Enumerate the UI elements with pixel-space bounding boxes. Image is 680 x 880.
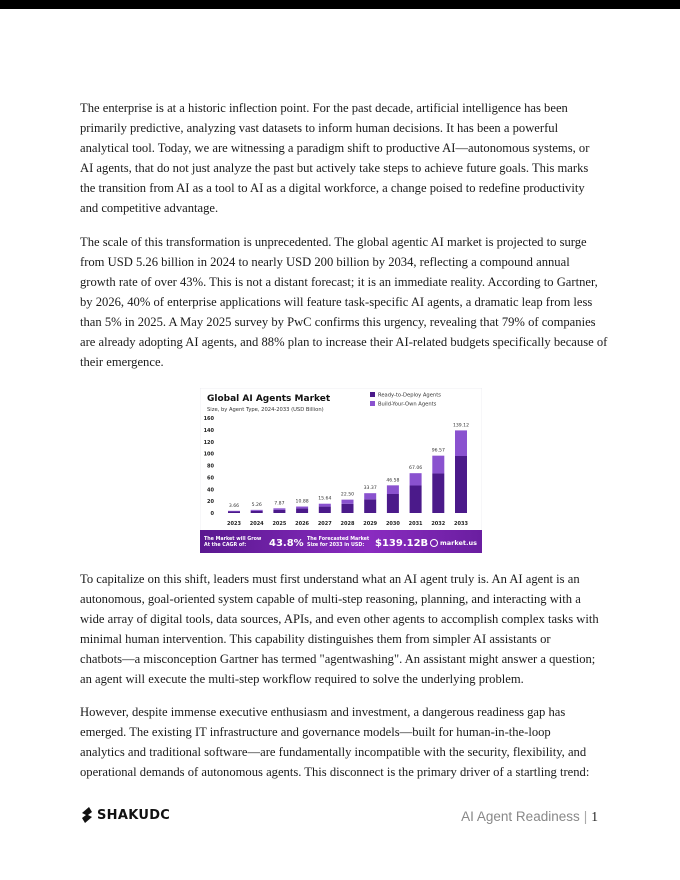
y-tick-label: 0 (210, 511, 214, 517)
paragraph-line: their emergence. (80, 355, 164, 369)
bar-segment (342, 500, 354, 504)
banner-brand: market.us (440, 539, 477, 547)
paragraph-line: To capitalize on this shift, leaders must first understand what an AI agent truly is. An AI agent is an (80, 572, 580, 586)
banner-cagr-text: At the CAGR of: (204, 543, 247, 548)
x-tick-label: 2027 (317, 521, 332, 527)
legend-swatch (370, 392, 375, 397)
page-number: 1 (591, 809, 598, 824)
x-tick-label: 2033 (454, 521, 468, 527)
paragraph-line: than 5% in 2025. A May 2025 survey by PwC confirms this urgency, revealing that 79% of companies (80, 315, 596, 329)
paragraph-line: are already adopting AI agents, and 88% plan to increase their AI-related budgets specifically because of (80, 335, 608, 349)
paragraph-line: and competitive advantage. (80, 201, 219, 215)
y-tick-label: 60 (207, 475, 214, 482)
paragraph-line: emerged. The existing IT infrastructure and governance models—built for human-in-the-loop (80, 725, 551, 739)
y-tick-label: 160 (203, 416, 214, 422)
x-tick-label: 2023 (227, 521, 241, 527)
bar-segment (432, 473, 444, 513)
y-tick-label: 20 (207, 499, 214, 506)
paragraph-line: AI agents, that do not just analyze the past but actively take steps to achieve future goals. This marks (80, 161, 589, 175)
data-label: 96.57 (431, 448, 445, 454)
banner-cagr-text: The Market will Grow (204, 537, 262, 542)
paragraph-line: primarily predictive, analyzing vast datasets to inform human decisions. It has been a powerful (80, 121, 559, 135)
bar-segment (387, 485, 399, 494)
data-label: 67.06 (409, 466, 423, 472)
paragraph-line: However, despite immense executive enthusiasm and investment, a dangerous readiness gap has (80, 705, 566, 719)
y-tick-label: 100 (203, 451, 214, 458)
paragraph-line: from USD 5.26 billion in 2024 to nearly USD 200 billion by 2034, reflecting a compound annual (80, 255, 570, 269)
y-tick-label: 40 (207, 487, 214, 494)
legend-label: Ready-to-Deploy Agents (378, 392, 441, 399)
chart-title: Global AI Agents Market (207, 394, 331, 404)
paragraph-line: the transition from AI as a tool to AI as a digital workforce, a change poised to redefine productivity (80, 181, 585, 195)
data-label: 22.50 (340, 492, 355, 498)
bar-segment (251, 510, 263, 511)
footer-title: AI Agent Readiness (461, 809, 580, 824)
legend-label: Build-Your-Own Agents (378, 401, 437, 408)
market-chart-image (200, 388, 482, 553)
paragraph-line: operational demands of autonomous agents. This disconnect is the primary driver of a startling trend: (80, 765, 590, 779)
bar-segment (455, 456, 467, 513)
y-tick-label: 120 (203, 439, 214, 446)
paragraph-line: growth rate of over 43%. This is not a distant forecast; it is an immediate reality. According to Gartner, (80, 275, 598, 289)
bar-segment (319, 504, 331, 507)
x-tick-label: 2026 (295, 521, 310, 527)
data-label: 3.66 (228, 503, 240, 509)
banner-forecast-text: Size for 2033 in USD: (307, 543, 365, 548)
bar-segment (296, 509, 308, 513)
x-tick-label: 2029 (363, 521, 378, 527)
paragraph-agent-definition (80, 569, 620, 689)
banner-cagr-value: 43.8% (269, 538, 304, 549)
paragraph-intro (80, 98, 620, 218)
banner-forecast-text: The Forecasted Market (307, 537, 370, 542)
bar-segment (410, 486, 422, 513)
footer-separator: | (583, 809, 588, 824)
paragraph-line: analytical tool. Today, we are witnessing a paradigm shift to productive AI—autonomous systems, or (80, 141, 590, 155)
bar-segment (228, 512, 240, 513)
bar-segment (364, 499, 376, 513)
footer-page-info (461, 809, 598, 825)
data-label: 33.37 (363, 486, 377, 492)
bar-segment (251, 511, 263, 513)
paragraph-line: minimal human intervention. This capability distinguishes them from simpler AI assistants or (80, 632, 551, 646)
paragraph-line: analytics and traditional software—are fundamentally incompatible with the security, flexibility, and (80, 745, 587, 759)
x-tick-label: 2032 (431, 521, 446, 527)
paragraph-line: by 2026, 40% of enterprise applications will feature task-specific AI agents, a dramatic leap from less (80, 295, 593, 309)
bar-segment (273, 510, 285, 513)
logo-text: SHAKUDC (97, 807, 171, 823)
paragraph-market-scale (80, 232, 620, 372)
paragraph-line: wide array of digital tools, data sources, APIs, and even other agents to accomplish complex tasks with (80, 612, 599, 626)
paragraph-line: autonomous, goal-oriented system capable of multi-step reasoning, planning, and interacting with a (80, 592, 581, 606)
legend-swatch (370, 401, 375, 406)
banner-forecast-value: $139.12B (375, 538, 429, 549)
bar-segment (273, 508, 285, 509)
data-label: 5.26 (251, 502, 262, 508)
bar-segment (319, 507, 331, 513)
bar-segment (342, 504, 354, 513)
x-tick-label: 2031 (408, 521, 423, 527)
y-tick-label: 80 (207, 463, 214, 470)
logo-icon (80, 806, 94, 824)
data-label: 15.64 (318, 496, 332, 502)
paragraph-line: The enterprise is at a historic inflection point. For the past decade, artificial intelligence has been (80, 101, 568, 115)
x-tick-label: 2030 (385, 521, 400, 527)
data-label: 46.58 (386, 478, 400, 484)
company-logo (80, 806, 170, 824)
x-tick-label: 2025 (272, 521, 287, 527)
chart-subtitle: Size, by Agent Type, 2024-2033 (USD Billion) (207, 407, 324, 413)
data-label: 7.87 (274, 501, 285, 507)
paragraph-line: an agent will execute the multi-step workflow required to solve the underlying problem. (80, 672, 524, 686)
bar-segment (410, 473, 422, 485)
paragraph-readiness-gap (80, 702, 620, 782)
bar-segment (296, 507, 308, 509)
bar-segment (432, 456, 444, 474)
x-tick-label: 2028 (340, 521, 355, 527)
paragraph-line: The scale of this transformation is unprecedented. The global agentic AI market is projected to surge (80, 235, 587, 249)
x-tick-label: 2024 (249, 521, 264, 527)
bar-segment (364, 493, 376, 499)
bar-segment (387, 494, 399, 513)
data-label: 139.12 (452, 423, 470, 429)
bar-segment (455, 430, 467, 456)
bar-segment (228, 511, 240, 512)
top-bar (0, 0, 680, 9)
paragraph-line: chatbots—a misconception Gartner has termed "agentwashing". An assistant might answer a question; (80, 652, 596, 666)
y-tick-label: 140 (203, 427, 214, 434)
data-label: 10.88 (295, 499, 309, 505)
